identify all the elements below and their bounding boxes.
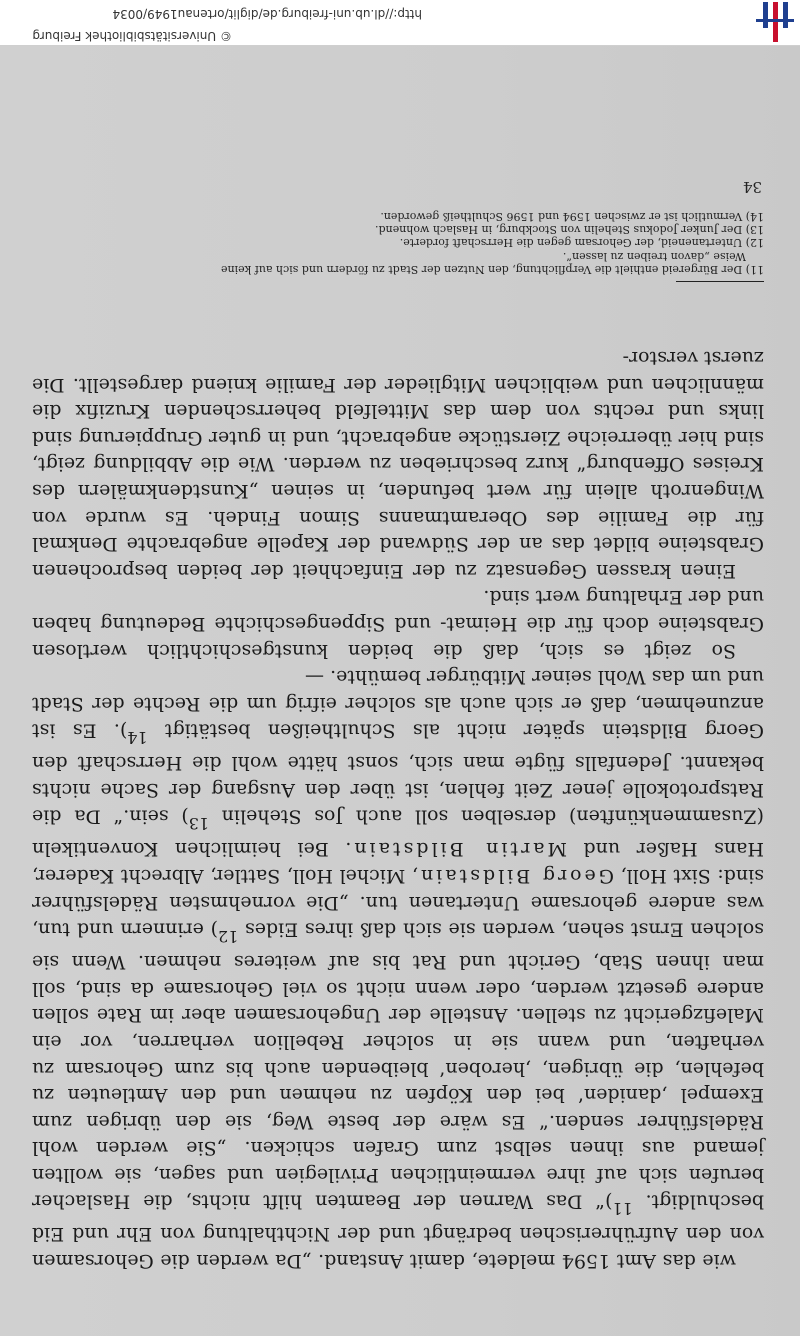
- text-run: wie das Amt 1594 meldete, damit Anstand. „Da werden die Gehorsamen von den Aufrührerischen bedrängt und der Nichthaltung von Ehr und Eid beschuldigt.: [32, 1190, 764, 1272]
- footnote-14: 14) Vermutlich ist er zwischen 1594 und 1596 Schultheiß geworden.: [380, 209, 764, 223]
- logo-bar: [783, 2, 788, 28]
- ub-freiburg-logo-icon: [756, 2, 794, 42]
- paragraph-1: [32, 664, 764, 1274]
- viewer-header: [0, 0, 800, 46]
- person-name: Martin Bildstain: [351, 838, 567, 861]
- footnote-divider: [676, 281, 764, 282]
- person-name: Georg Bildstain: [417, 865, 614, 888]
- footnote-line: 11) Der Bürgereid enthielt die Verpflichtung, den Nutzen der Stadt zu fördern und sich auf keine: [220, 263, 764, 276]
- text-run: ) erinnern und tun, was andere gehorsame Untertanen tun. „Die vornehmsten Rädelsführer sind: Sixt Holl,: [32, 865, 764, 941]
- text-run: )“ Das Warnen der Beamten hilft nichts, die Haslacher berufen sich auf ihre vermeintlichen Privilegien und sagen, sie wollten jemand aus ihnen selbst zum Grafen schicken. „Sie werden wohl Rädelsführer senden.“ Es wäre der beste Weg, sie den übrigen zum Exempel ‚daniden‘ bei den Köpfen zu nehmen und den Amtleuten zu befehlen, die übrigen, ‚heroben‘ bleibenden auch bis zum Gehorsam zu verhaften, und wann sie in solcher Rebellion verharren, vor ein Malefizgericht zu stellen. Anstelle der Ungehorsamen aber im Rate sollen andere gesetzt werden, oder wenn nicht so viel Gehorsame da sind, soll man ihnen Stab, Gericht und Rat bis auf weiteres nehmen. Wenn sie solchen Ernst sehen, werden sie sich daß ihres Eides: [32, 918, 764, 1213]
- copyright-notice: © Universitätsbibliothek Freiburg: [32, 29, 232, 43]
- footnote-line: Weise „davon treiben zu lassen“.: [562, 249, 746, 263]
- logo-bar: [756, 19, 794, 22]
- footnote-ref-13: 13: [188, 813, 209, 833]
- logo-bar: [763, 2, 768, 28]
- permalink[interactable]: http://dl.ub.uni-freiburg.de/diglit/ortenau1949/0034: [112, 7, 422, 21]
- footnotes: [32, 210, 764, 276]
- footnote-11: [32, 249, 764, 276]
- paragraph-3: Einen krassen Gegensatz zu der Einfachheit der beiden besprochenen Grabsteine bildet das an der Südwand der Kapelle angebrachte Denkmal für die Familie des Oberamtmanns Simon Findeh. Es wurde von Wingenroth allein für wert befunden, in seinen „Kunstdenkmälern des Kreises Offenburg“ kurz beschrieben zu werden. Wie die Abbildung zeigt, sind hier überreiche Zierstücke angebracht, und in guter Gruppierung sind links und rechts von dem das Mittelfeld beherrschenden Kruzifix die männlichen und weiblichen Mitglieder der Familie kniend dargestellt. Die zuerst verstor-: [32, 347, 764, 582]
- logo-bar: [773, 2, 778, 42]
- text-run: ) sein.“ Da die Ratsprotokolle jener Zeit fehlen, ist über den Ausgang der Sache nichts bekannt. Jedenfalls fügte man sich, sonst hätte wohl die Herrschaft den Georg Bildstein später nicht als Schultheißen bestätigt: [32, 719, 764, 828]
- text-run: . Bei heimlichen Konventikeln (Zusammenkünften) derselben soll auch Jos Stehelin: [32, 805, 764, 861]
- footnote-12: 12) Untertaneneid, der Gehorsam gegen die Herrschaft forderte.: [399, 236, 764, 250]
- body-text: [32, 345, 764, 1275]
- footnote-ref-11: 11: [612, 1198, 633, 1218]
- page-number: 34: [742, 178, 762, 196]
- text-run: ). Es ist anzunehmen, daß er sich auch als solcher eifrig um die Rechte der Stadt und um das Wohl seiner Mitbürger bemühte. —: [31, 666, 764, 742]
- footnote-13: 13) Der Junker Jodokus Stehelin von Stockburg, in Haslach wohnend.: [375, 223, 764, 237]
- footnote-ref-12: 12: [218, 926, 239, 946]
- footnote-ref-14: 14: [127, 727, 148, 747]
- text-run: , Michel Holl, Sattler, Albrecht Kaderer, Hans Haßer und: [31, 838, 764, 888]
- paragraph-2: So zeigt es sich, daß die beiden kunstgeschichtlich wertlosen Grabsteine doch für die Heimat- und Sippengeschichte Bedeutung haben und der Erhaltung wert sind.: [32, 586, 764, 662]
- scanned-page: [0, 46, 800, 1336]
